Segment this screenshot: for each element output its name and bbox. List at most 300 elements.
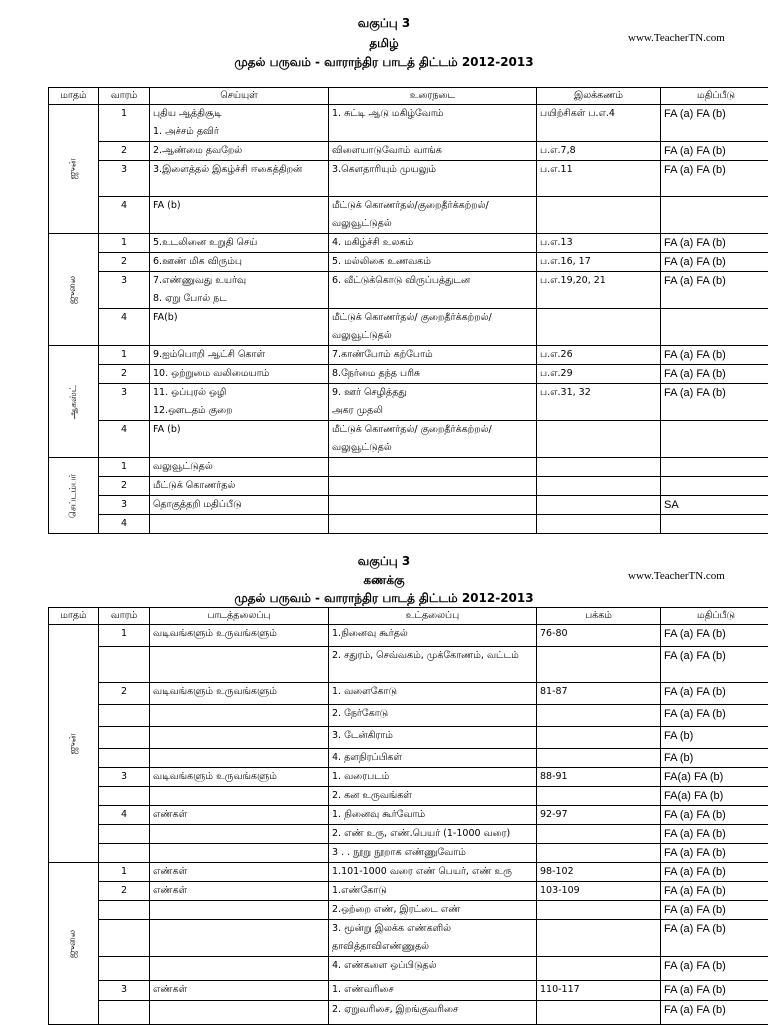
- tamil-cell-text: 4: [102, 309, 146, 327]
- maths-col-b-cell: [329, 683, 537, 705]
- maths-cell-text: 3: [102, 981, 146, 999]
- maths-assessment-cell: [661, 625, 768, 647]
- tamil-cell-text: 9.ஐம்பொறி ஆட்சி கொள்: [153, 346, 325, 364]
- tamil-cell-text: ப.எ.31, 32: [540, 384, 657, 402]
- maths-cell-text: 92-97: [540, 806, 657, 824]
- maths-week-cell: [99, 920, 150, 957]
- maths-col-c-cell: [537, 920, 661, 957]
- maths-cell-text: FA (b): [664, 749, 768, 767]
- maths-assessment-cell: [661, 981, 768, 1001]
- maths-cell-text: FA (a) FA (b): [664, 705, 768, 723]
- tamil-col-c-cell: [537, 234, 661, 253]
- maths-assessment-cell: [661, 920, 768, 957]
- tamil-cell-text: 1: [102, 234, 146, 252]
- tamil-col-a-cell: [150, 496, 329, 515]
- maths-cell-text: 76-80: [540, 625, 657, 643]
- tamil-row: [49, 105, 768, 142]
- tamil-month-label: செப்டம்பர்: [65, 473, 83, 518]
- tamil-row: [49, 253, 768, 272]
- maths-cell-text: 3. டேன்கிராம்: [332, 727, 533, 745]
- tamil-assessment-cell: [661, 477, 768, 496]
- maths-cell-text: 3: [102, 768, 146, 786]
- tamil-site-link[interactable]: www.TeacherTN.com: [628, 32, 725, 44]
- tamil-cell-text: 6.ஊண் மிக விரும்பு: [153, 253, 325, 271]
- tamil-cell-text: 2: [102, 253, 146, 271]
- maths-month-label: ஜுன்: [64, 733, 82, 754]
- maths-assessment-cell: [661, 882, 768, 901]
- maths-col-a-cell: [150, 705, 329, 727]
- tamil-col-c-cell: [537, 384, 661, 421]
- tamil-cell-text: 12.ஔடதம் குறை: [153, 402, 325, 420]
- maths-col-a-cell: [150, 749, 329, 768]
- maths-cell-text: எண்கள்: [153, 806, 325, 824]
- tamil-col-b-cell: [329, 142, 537, 161]
- tamil-cell-text: ப.எ.16, 17: [540, 253, 657, 271]
- maths-cell-text: FA(a) FA (b): [664, 768, 768, 786]
- tamil-col-c-cell: [537, 253, 661, 272]
- tamil-month-label: ஜுன்: [64, 159, 82, 180]
- tamil-assessment-cell: [661, 142, 768, 161]
- tamil-cell-text: 8. ஏறு போல் நட: [153, 290, 325, 308]
- tamil-col-a-cell: [150, 309, 329, 346]
- maths-col-b-cell: [329, 981, 537, 1001]
- maths-week-cell: [99, 957, 150, 981]
- maths-week-cell: [99, 705, 150, 727]
- maths-cell-text: FA (a) FA (b): [664, 825, 768, 843]
- maths-col-c-cell: [537, 957, 661, 981]
- maths-cell-text: FA (a) FA (b): [664, 647, 768, 665]
- tamil-week-cell: [99, 477, 150, 496]
- maths-header-cell: உட்தலைப்பு: [329, 608, 537, 625]
- tamil-cell-text: ப.எ.26: [540, 346, 657, 364]
- maths-col-b-cell: [329, 920, 537, 957]
- tamil-cell-text: FA (a) FA (b): [664, 253, 768, 271]
- maths-row: [49, 901, 768, 920]
- maths-col-a-cell: [150, 1001, 329, 1025]
- tamil-assessment-cell: [661, 515, 768, 534]
- tamil-col-c-cell: [537, 161, 661, 197]
- tamil-col-a-cell: [150, 458, 329, 477]
- tamil-assessment-cell: [661, 105, 768, 142]
- maths-cell-text: FA (a) FA (b): [664, 957, 768, 975]
- maths-subject: கணக்கு: [0, 573, 768, 589]
- tamil-cell-text: ப.எ.13: [540, 234, 657, 252]
- maths-cell-text: 2. எண் உரு, எண்.பெயர் (1-1000 வரை): [332, 825, 533, 843]
- tamil-cell-text: 9. ஊர் செழித்தது: [332, 384, 533, 402]
- tamil-row: [49, 365, 768, 384]
- maths-header-row: [49, 608, 768, 625]
- maths-assessment-cell: [661, 683, 768, 705]
- maths-week-cell: [99, 647, 150, 683]
- tamil-row: [49, 161, 768, 197]
- tamil-cell-text: 10. ஒற்றுமை வலிமையாம்: [153, 365, 325, 383]
- tamil-cell-text: வலுவூட்டுதல்: [153, 458, 325, 476]
- maths-row: [49, 683, 768, 705]
- tamil-cell-text: 4: [102, 515, 146, 533]
- maths-header-cell: வாரம்: [99, 608, 150, 625]
- tamil-col-b-cell: [329, 477, 537, 496]
- maths-assessment-cell: [661, 901, 768, 920]
- maths-row: [49, 957, 768, 981]
- tamil-cell-text: FA (a) FA (b): [664, 365, 768, 383]
- tamil-col-a-cell: [150, 161, 329, 197]
- tamil-col-b-cell: [329, 458, 537, 477]
- maths-row: [49, 705, 768, 727]
- maths-col-a-cell: [150, 901, 329, 920]
- maths-week-cell: [99, 825, 150, 844]
- maths-col-c-cell: [537, 825, 661, 844]
- tamil-header-cell: வாரம்: [99, 88, 150, 105]
- maths-col-c-cell: [537, 749, 661, 768]
- tamil-month-label: ஜுலை: [64, 275, 82, 303]
- tamil-cell-text: 2: [102, 477, 146, 495]
- tamil-cell-text: ப.எ.7,8: [540, 142, 657, 160]
- tamil-col-a-cell: [150, 272, 329, 309]
- tamil-cell-text: 1. சுட்டி ஆடு மகிழ்வோம்: [332, 105, 533, 123]
- tamil-week-cell: [99, 458, 150, 477]
- maths-col-b-cell: [329, 647, 537, 683]
- tamil-cell-text: FA (a) FA (b): [664, 346, 768, 364]
- tamil-row: [49, 384, 768, 421]
- maths-cell-text: 103-109: [540, 882, 657, 900]
- maths-cell-text: 1. எண்வரிசை: [332, 981, 533, 999]
- maths-col-b-cell: [329, 768, 537, 787]
- maths-cell-text: 1. வரைபடம்: [332, 768, 533, 786]
- maths-assessment-cell: [661, 844, 768, 863]
- maths-assessment-cell: [661, 863, 768, 882]
- maths-cell-text: 4. எண்களை ஒப்பிடுதல்: [332, 957, 533, 975]
- maths-cell-text: 3. மூன்று இலக்க எண்களில்: [332, 920, 533, 938]
- maths-row: [49, 844, 768, 863]
- maths-assessment-cell: [661, 806, 768, 825]
- maths-col-a-cell: [150, 683, 329, 705]
- maths-col-c-cell: [537, 882, 661, 901]
- maths-col-b-cell: [329, 1001, 537, 1025]
- maths-cell-text: 4. தளநிரப்பிகள்: [332, 749, 533, 767]
- tamil-cell-text: வலுவூட்டுதல்: [332, 327, 533, 345]
- tamil-assessment-cell: [661, 234, 768, 253]
- maths-week-cell: [99, 901, 150, 920]
- maths-col-c-cell: [537, 806, 661, 825]
- tamil-row: [49, 234, 768, 253]
- tamil-cell-text: FA (b): [153, 421, 325, 439]
- tamil-row: [49, 197, 768, 234]
- tamil-col-c-cell: [537, 309, 661, 346]
- tamil-col-c-cell: [537, 197, 661, 234]
- tamil-assessment-cell: [661, 421, 768, 458]
- tamil-col-c-cell: [537, 272, 661, 309]
- tamil-cell-text: புதிய ஆத்திசூடி: [153, 105, 325, 123]
- tamil-cell-text: FA(b): [153, 309, 325, 327]
- maths-col-b-cell: [329, 787, 537, 806]
- maths-assessment-cell: [661, 787, 768, 806]
- maths-cell-text: 2: [102, 683, 146, 701]
- maths-row: [49, 825, 768, 844]
- maths-cell-text: FA (a) FA (b): [664, 683, 768, 701]
- maths-col-c-cell: [537, 901, 661, 920]
- maths-col-c-cell: [537, 625, 661, 647]
- tamil-assessment-cell: [661, 365, 768, 384]
- tamil-week-cell: [99, 346, 150, 365]
- maths-cell-text: FA (a) FA (b): [664, 1001, 768, 1019]
- maths-col-a-cell: [150, 957, 329, 981]
- maths-cell-text: 4: [102, 806, 146, 824]
- tamil-col-b-cell: [329, 515, 537, 534]
- tamil-week-cell: [99, 272, 150, 309]
- maths-cell-text: 2: [102, 882, 146, 900]
- tamil-cell-text: மீட்டுக் கொணர்தல்/குறைதீர்க்கற்றல்/: [332, 197, 533, 215]
- maths-col-a-cell: [150, 727, 329, 749]
- maths-col-c-cell: [537, 647, 661, 683]
- tamil-col-a-cell: [150, 197, 329, 234]
- tamil-cell-text: மீட்டுக் கொணர்தல்/ குறைதீர்க்கற்றல்/: [332, 309, 533, 327]
- maths-col-c-cell: [537, 768, 661, 787]
- maths-cell-text: FA (a) FA (b): [664, 844, 768, 862]
- tamil-cell-text: FA (b): [153, 197, 325, 215]
- tamil-assessment-cell: [661, 384, 768, 421]
- tamil-week-cell: [99, 142, 150, 161]
- tamil-cell-text: 3: [102, 384, 146, 402]
- tamil-col-b-cell: [329, 253, 537, 272]
- maths-col-b-cell: [329, 625, 537, 647]
- tamil-week-cell: [99, 365, 150, 384]
- maths-cell-text: வடிவங்களும் உருவங்களும்: [153, 768, 325, 786]
- tamil-month-cell: [49, 346, 99, 458]
- tamil-col-a-cell: [150, 142, 329, 161]
- maths-week-cell: [99, 844, 150, 863]
- maths-cell-text: FA (a) FA (b): [664, 806, 768, 824]
- tamil-row: [49, 458, 768, 477]
- tamil-col-c-cell: [537, 515, 661, 534]
- tamil-assessment-cell: [661, 346, 768, 365]
- maths-week-cell: [99, 625, 150, 647]
- tamil-row: [49, 309, 768, 346]
- maths-cell-text: 2. நேர்கோடு: [332, 705, 533, 723]
- maths-month-label: ஜுலை: [64, 929, 82, 957]
- maths-week-cell: [99, 727, 150, 749]
- tamil-col-b-cell: [329, 384, 537, 421]
- tamil-header-cell: செய்யுள்: [150, 88, 329, 105]
- maths-row: [49, 727, 768, 749]
- tamil-week-cell: [99, 384, 150, 421]
- maths-row: [49, 863, 768, 882]
- maths-cell-text: FA (b): [664, 727, 768, 745]
- maths-col-a-cell: [150, 882, 329, 901]
- maths-site-link[interactable]: www.TeacherTN.com: [628, 570, 725, 582]
- tamil-cell-text: 1. அச்சம் தவிர்: [153, 123, 325, 141]
- tamil-cell-text: 3: [102, 272, 146, 290]
- tamil-row: [49, 496, 768, 515]
- maths-cell-text: 110-117: [540, 981, 657, 999]
- maths-cell-text: 2. சதுரம், செவ்வகம், முக்கோணம், வட்டம்: [332, 647, 533, 665]
- tamil-col-a-cell: [150, 234, 329, 253]
- tamil-cell-text: 3: [102, 496, 146, 514]
- maths-col-b-cell: [329, 806, 537, 825]
- maths-cell-text: 81-87: [540, 683, 657, 701]
- maths-cell-text: 1.நினைவு கூர்தல்: [332, 625, 533, 643]
- tamil-cell-text: 8.நேர்மை தந்த பரிசு: [332, 365, 533, 383]
- maths-cell-text: FA (a) FA (b): [664, 901, 768, 919]
- tamil-cell-text: FA (a) FA (b): [664, 384, 768, 402]
- tamil-cell-text: மீட்டுக் கொணர்தல்: [153, 477, 325, 495]
- maths-cell-text: எண்கள்: [153, 981, 325, 999]
- tamil-cell-text: ப.எ.11: [540, 161, 657, 179]
- tamil-cell-text: 4: [102, 197, 146, 215]
- tamil-col-a-cell: [150, 253, 329, 272]
- maths-class-line: வகுப்பு 3: [0, 554, 768, 570]
- maths-row: [49, 625, 768, 647]
- maths-col-c-cell: [537, 981, 661, 1001]
- maths-col-b-cell: [329, 957, 537, 981]
- tamil-assessment-cell: [661, 309, 768, 346]
- tamil-title: முதல் பருவம் - வாராந்திர பாடத் திட்டம் 2012-2013: [0, 55, 768, 71]
- tamil-header-cell: மாதம்: [49, 88, 99, 105]
- tamil-cell-text: FA (a) FA (b): [664, 234, 768, 252]
- tamil-col-c-cell: [537, 496, 661, 515]
- maths-col-b-cell: [329, 844, 537, 863]
- maths-row: [49, 806, 768, 825]
- tamil-col-b-cell: [329, 105, 537, 142]
- maths-assessment-cell: [661, 825, 768, 844]
- tamil-week-cell: [99, 496, 150, 515]
- tamil-assessment-cell: [661, 161, 768, 197]
- maths-col-b-cell: [329, 749, 537, 768]
- maths-assessment-cell: [661, 647, 768, 683]
- tamil-header-cell: இலக்கணம்: [537, 88, 661, 105]
- maths-table: [48, 607, 768, 1025]
- maths-week-cell: [99, 683, 150, 705]
- maths-week-cell: [99, 787, 150, 806]
- tamil-cell-text: 2.ஆண்மை தவறேல்: [153, 142, 325, 160]
- maths-col-b-cell: [329, 727, 537, 749]
- tamil-assessment-cell: [661, 253, 768, 272]
- tamil-week-cell: [99, 161, 150, 197]
- tamil-cell-text: 4. மகிழ்ச்சி உலகம்: [332, 234, 533, 252]
- maths-cell-text: FA (a) FA (b): [664, 920, 768, 938]
- tamil-week-cell: [99, 421, 150, 458]
- tamil-row: [49, 142, 768, 161]
- tamil-col-b-cell: [329, 234, 537, 253]
- maths-cell-text: 2. கன உருவங்கள்: [332, 787, 533, 805]
- maths-col-a-cell: [150, 787, 329, 806]
- maths-header-cell: பாடத்தலைப்பு: [150, 608, 329, 625]
- tamil-col-b-cell: [329, 496, 537, 515]
- maths-week-cell: [99, 863, 150, 882]
- maths-col-b-cell: [329, 863, 537, 882]
- tamil-cell-text: FA (a) FA (b): [664, 272, 768, 290]
- tamil-cell-text: 2: [102, 365, 146, 383]
- tamil-assessment-cell: [661, 272, 768, 309]
- maths-row: [49, 882, 768, 901]
- maths-cell-text: வடிவங்களும் உருவங்களும்: [153, 625, 325, 643]
- tamil-row: [49, 515, 768, 534]
- maths-week-cell: [99, 1001, 150, 1025]
- maths-col-b-cell: [329, 825, 537, 844]
- maths-assessment-cell: [661, 957, 768, 981]
- tamil-cell-text: 3: [102, 161, 146, 179]
- tamil-cell-text: 3.இளைத்தல் இகழ்ச்சி ஈகைத்திறன்: [153, 161, 325, 179]
- tamil-col-c-cell: [537, 477, 661, 496]
- maths-col-c-cell: [537, 863, 661, 882]
- maths-cell-text: தாவித்தாவிஎண்ணுதல்: [332, 938, 533, 956]
- tamil-cell-text: 7.எண்ணுவது உயர்வு: [153, 272, 325, 290]
- maths-col-a-cell: [150, 768, 329, 787]
- tamil-class-line: வகுப்பு 3: [0, 16, 768, 32]
- tamil-col-b-cell: [329, 365, 537, 384]
- tamil-col-a-cell: [150, 515, 329, 534]
- tamil-cell-text: மீட்டுக் கொணர்தல்/ குறைதீர்க்கற்றல்/: [332, 421, 533, 439]
- maths-row: [49, 1001, 768, 1025]
- maths-col-c-cell: [537, 787, 661, 806]
- tamil-cell-text: FA (a) FA (b): [664, 161, 768, 179]
- tamil-cell-text: 1: [102, 458, 146, 476]
- tamil-week-cell: [99, 309, 150, 346]
- maths-col-a-cell: [150, 625, 329, 647]
- maths-cell-text: FA(a) FA (b): [664, 787, 768, 805]
- tamil-cell-text: வலுவூட்டுதல்: [332, 215, 533, 233]
- tamil-header-row: [49, 88, 768, 105]
- maths-col-a-cell: [150, 981, 329, 1001]
- tamil-header-cell: மதிப்பீடு: [661, 88, 768, 105]
- tamil-col-a-cell: [150, 105, 329, 142]
- maths-week-cell: [99, 749, 150, 768]
- tamil-row: [49, 421, 768, 458]
- tamil-row: [49, 272, 768, 309]
- maths-cell-text: 88-91: [540, 768, 657, 786]
- maths-col-c-cell: [537, 683, 661, 705]
- tamil-cell-text: 11. ஒப்புரல் ஒழி: [153, 384, 325, 402]
- tamil-col-a-cell: [150, 365, 329, 384]
- tamil-col-c-cell: [537, 421, 661, 458]
- maths-header-cell: பக்கம்: [537, 608, 661, 625]
- maths-col-a-cell: [150, 647, 329, 683]
- maths-col-a-cell: [150, 806, 329, 825]
- tamil-col-c-cell: [537, 458, 661, 477]
- maths-col-c-cell: [537, 705, 661, 727]
- maths-col-b-cell: [329, 705, 537, 727]
- maths-assessment-cell: [661, 1001, 768, 1025]
- tamil-col-c-cell: [537, 142, 661, 161]
- tamil-row: [49, 346, 768, 365]
- tamil-col-a-cell: [150, 421, 329, 458]
- maths-week-cell: [99, 981, 150, 1001]
- maths-row: [49, 920, 768, 957]
- maths-col-b-cell: [329, 882, 537, 901]
- maths-col-a-cell: [150, 863, 329, 882]
- maths-cell-text: 3 . . நூறு நூறாக எண்ணுவோம்: [332, 844, 533, 862]
- tamil-cell-text: 2: [102, 142, 146, 160]
- tamil-col-a-cell: [150, 346, 329, 365]
- maths-row: [49, 787, 768, 806]
- tamil-month-cell: [49, 234, 99, 346]
- maths-col-c-cell: [537, 1001, 661, 1025]
- maths-cell-text: FA (a) FA (b): [664, 863, 768, 881]
- maths-week-cell: [99, 768, 150, 787]
- maths-cell-text: 2.ஒற்றை எண், இரட்டை எண்: [332, 901, 533, 919]
- tamil-month-cell: [49, 458, 99, 534]
- maths-assessment-cell: [661, 727, 768, 749]
- tamil-cell-text: விளையாடுவோம் வாங்க: [332, 142, 533, 160]
- tamil-week-cell: [99, 234, 150, 253]
- maths-cell-text: 1. வளைகோடு: [332, 683, 533, 701]
- maths-cell-text: 1. நினைவு கூர்வோம்: [332, 806, 533, 824]
- tamil-cell-text: வலுவூட்டுதல்: [332, 439, 533, 457]
- maths-row: [49, 749, 768, 768]
- maths-col-c-cell: [537, 727, 661, 749]
- tamil-week-cell: [99, 105, 150, 142]
- tamil-col-b-cell: [329, 421, 537, 458]
- tamil-table: [48, 87, 768, 534]
